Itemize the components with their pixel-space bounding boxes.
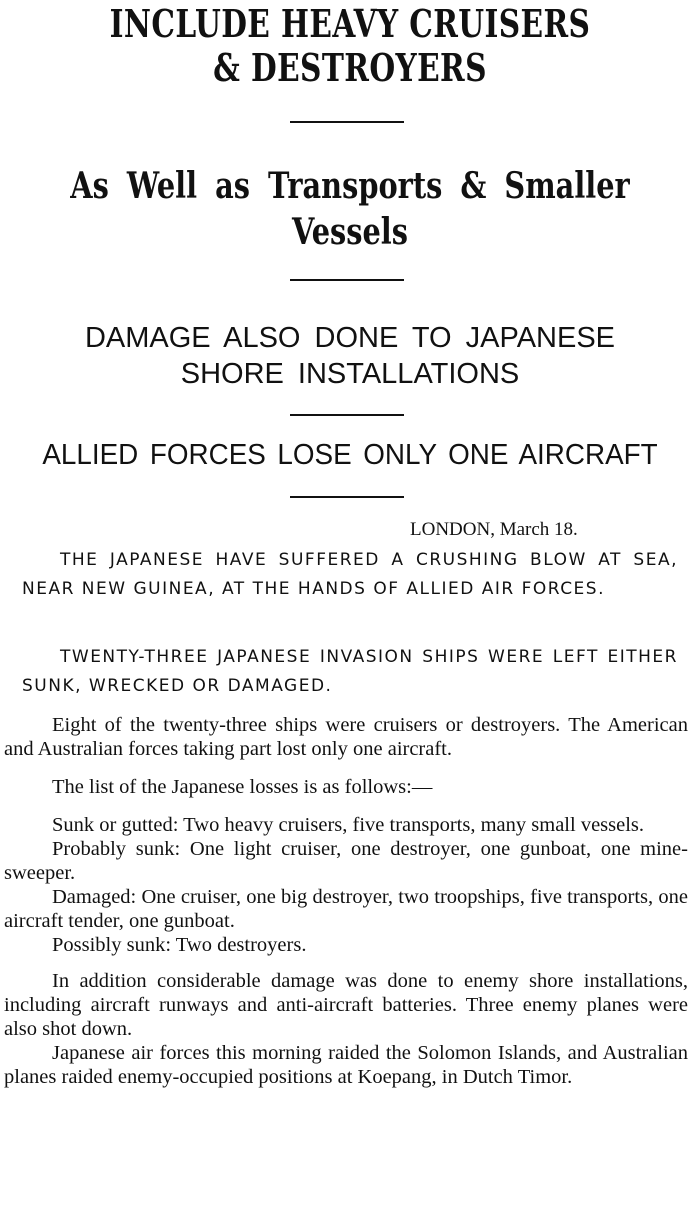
lead-paragraph-2: TWENTY-THREE JAPANESE INVASION SHIPS WERE LEFT EITHER SUNK, WRECKED OR DAMAGED. (22, 647, 678, 696)
losses-damaged: Damaged: One cruiser, one big destroyer, two troopships, five transports, one aircraft tender, one gunboat. (4, 886, 688, 932)
deck-transports-line-1: As Well as Transports & Smaller (70, 165, 630, 207)
deck-transports-line-2: Vessels (292, 211, 408, 253)
deck-allied-forces (0, 438, 700, 472)
deck-shore-line-2: SHORE INSTALLATIONS (180, 358, 520, 390)
dateline: LONDON, March 18. (410, 519, 578, 540)
deck-allied-line-1: ALLIED FORCES LOSE ONLY ONE AIRCRAFT (42, 439, 658, 471)
lead-paragraph-1: THE JAPANESE HAVE SUFFERED A CRUSHING BLOW AT SEA, NEAR NEW GUINEA, AT THE HANDS OF ALLIED AIR FORCES. (22, 550, 678, 599)
losses-sunk: Sunk or gutted: Two heavy cruisers, five transports, many small vessels. (52, 814, 645, 836)
headline-line-2: & DESTROYERS (213, 45, 487, 90)
divider-rule (290, 414, 404, 416)
losses-list (4, 813, 688, 957)
headline (0, 2, 700, 90)
divider-rule (290, 121, 404, 123)
divider-rule (290, 496, 404, 498)
body-paragraph-4: Japanese air forces this morning raided the Solomon Islands, and Australian planes raided enemy-occupied positions at Koepang, in Dutch Timor. (4, 1042, 688, 1088)
losses-probably-sunk: Probably sunk: One light cruiser, one destroyer, one gunboat, one mine-sweeper. (4, 838, 688, 884)
losses-possibly-sunk: Possibly sunk: Two destroyers. (52, 934, 307, 956)
deck-transports (0, 163, 700, 255)
body-paragraph-3: In addition considerable damage was done to enemy shore installations, including aircraft runways and anti-aircraft batteries. Three enemy planes were also shot down. (4, 970, 688, 1040)
deck-shore-installations (0, 320, 700, 392)
lead-paragraph-2-block (22, 643, 678, 701)
body-paragraph-2: The list of the Japanese losses is as follows:— (52, 776, 433, 798)
article-body (4, 713, 688, 1089)
headline-line-1: INCLUDE HEAVY CRUISERS (109, 1, 591, 46)
deck-shore-line-1: DAMAGE ALSO DONE TO JAPANESE (84, 322, 616, 354)
lead-paragraph-1-block (22, 546, 678, 604)
divider-rule (290, 279, 404, 281)
body-paragraph-1: Eight of the twenty-three ships were cruisers or destroyers. The American and Australian forces taking part lost only one aircraft. (4, 714, 688, 760)
